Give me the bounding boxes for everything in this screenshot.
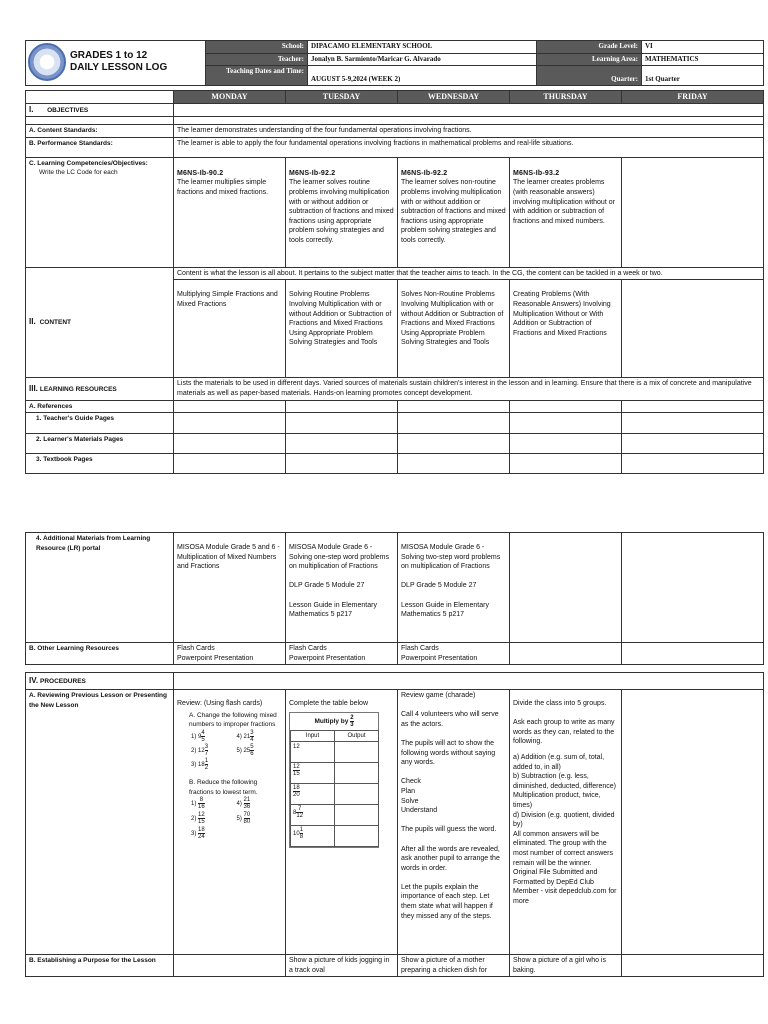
mixed-number-item: 3) 18 $\frac{1}{2}$ (191, 757, 209, 771)
additional-materials-label: 4. Additional Materials from Learning Resource (LR) portal (26, 533, 174, 643)
content-text: Solves Non-Routine Problems Involving Multiplication with or without Addition or Subtraction of Fractions and Mixed Fractions Using Appropriate Problem Solving Strategies and Tools (401, 291, 504, 347)
references-label: A. References (26, 400, 174, 413)
additional-thursday (510, 533, 622, 643)
lesson-table-page2 (25, 532, 764, 665)
procedures-header (26, 673, 174, 690)
textbook-pages-label: 3. Textbook Pages (26, 454, 174, 474)
multiply-table-box (289, 712, 379, 848)
multiply-table-row (291, 741, 379, 762)
other-friday (622, 643, 764, 665)
review-friday (622, 690, 764, 955)
purpose-thursday: Show a picture of a girl who is baking. (510, 955, 622, 977)
review-monday (174, 690, 286, 955)
fraction-item: 2) $\frac{12}{15}$ (191, 812, 205, 826)
grade-value: VI (642, 41, 764, 54)
learning-competencies-label (26, 157, 174, 267)
input-cell: 10 $\frac{1}{8}$ (291, 825, 335, 846)
objectives-num: I. (29, 104, 34, 114)
objectives-blank (174, 103, 764, 117)
fraction-item: 3) $\frac{18}{24}$ (191, 827, 205, 841)
dates-label: Teaching Dates and Time: (206, 66, 308, 86)
resources-label: LEARNING RESOURCES (39, 385, 117, 393)
fraction: $\frac{7}{12}$ (296, 805, 304, 819)
monday-review-intro: Review: (Using flash cards) (177, 700, 263, 707)
fraction: $\frac{18}{24}$ (198, 827, 205, 841)
objectives-label: OBJECTIVES (47, 106, 89, 114)
fraction: $\frac{18}{20}$ (293, 784, 300, 798)
resources-note: Lists the materials to be used in different days. Varied sources of materials sustain children's interest in the lesson and in learning. Ensure that there is a mix of concrete and manipulative materials as well as paper-based materials. Hands-on learning promotes concept development. (174, 378, 764, 400)
thursday-outro: All common answers will be eliminated. The group with the most number of correct answers remain will be the winner. Original File Submitted and Formatted by DepEd Club Member - visit depedclub.com for more (513, 830, 617, 905)
additional-text: MISOSA Module Grade 6 - Solving one-step word problems on multiplication of Fractions DLP Grade 5 Module 27 Lesson Guide in Elementary Mathematics 5 p217 (289, 544, 389, 619)
additional-tuesday (286, 533, 398, 643)
content-label: CONTENT (39, 319, 71, 327)
day-thursday: THURSDAY (510, 91, 622, 104)
grade-label: Grade Level: (537, 41, 642, 54)
lc-thursday (510, 157, 622, 267)
thursday-list-item: d) Division (e.g. quotient, divided by) (513, 811, 615, 829)
fraction: $\frac{70}{80}$ (243, 812, 251, 826)
col-input: Input (291, 730, 335, 741)
school-value: DIPACAMO ELEMENTARY SCHOOL (308, 41, 537, 54)
establishing-purpose-label: B. Establishing a Purpose for the Lesson (26, 955, 174, 977)
content-tuesday (286, 280, 398, 378)
quarter-value: 1st Quarter (642, 66, 764, 86)
other-wednesday: Flash Cards Powerpoint Presentation (398, 643, 510, 665)
school-label: School: (206, 41, 308, 54)
thursday-list-item: Multiplication product, twice, times) (513, 792, 601, 809)
purpose-friday (622, 955, 764, 977)
input-cell: 8 $\frac{7}{12}$ (291, 804, 335, 825)
other-thursday (510, 643, 622, 665)
input-cell (291, 762, 335, 783)
mixed-number-item: 2) 12 $\frac{3}{7}$ (191, 743, 209, 757)
monday-b-title: B. Reduce the following fractions to lowest term. (189, 779, 258, 796)
procedures-blank (174, 673, 764, 690)
lc-code: M6NS-Ib-92.2 (289, 169, 336, 177)
lc-text: The learner multiplies simple fractions and mixed fractions. (177, 179, 269, 196)
multiply-table (290, 730, 379, 847)
lesson-table-page1 (25, 90, 764, 474)
fraction: $\frac{21}{36}$ (243, 797, 251, 811)
lc-code: M6NS-Ib-92.2 (401, 169, 448, 177)
content-thursday (510, 280, 622, 378)
purpose-monday (174, 955, 286, 977)
fraction: $\frac{5}{6}$ (250, 743, 254, 757)
lc-code: M6NS-Ib-93.2 (513, 169, 560, 177)
review-wednesday: Review game (charade) Call 4 volunteers who will serve as the actors. The pupils will act to show the following words without saying any words. Check Plan Solve Understand The pupils will guess the word. After all the words are revealed, ask another pupil to arrange the words in order. Let the pupils explain the importance of each step. Let them state what will happen if they missed any of the steps. (398, 690, 510, 955)
multiply-fraction (350, 715, 353, 728)
mixed-number-item: 5) 25 $\frac{5}{6}$ (236, 743, 254, 757)
fraction: $\frac{8}{16}$ (198, 797, 205, 811)
fraction: $\frac{1}{8}$ (299, 826, 304, 840)
lc-friday (622, 157, 764, 267)
mixed-number-item: 1) 9 $\frac{4}{5}$ (191, 729, 205, 743)
purpose-tuesday: Show a picture of kids jogging in a track oval (286, 955, 398, 977)
multiply-title-text: Multiply by (314, 717, 349, 725)
review-tuesday (286, 690, 398, 955)
header-logo-cell (26, 41, 206, 86)
review-thursday (510, 690, 622, 955)
col-output: Output (335, 730, 379, 741)
procedures-table (25, 672, 764, 977)
fraction-item: 5) $\frac{70}{80}$ (236, 812, 251, 826)
performance-standards-text: The learner is able to apply the four fundamental operations involving fractions in mathematical problems and real-life situations. (174, 137, 764, 157)
additional-text: MISOSA Module Grade 6 - Solving two-step word problems on multiplication of Fractions DLP Grade 5 Module 27 Lesson Guide in Elementary Mathematics 5 p217 (401, 544, 501, 619)
lc-wednesday (398, 157, 510, 267)
other-monday: Flash Cards Powerpoint Presentation (174, 643, 286, 665)
purpose-wednesday: Show a picture of a mother preparing a chicken dish for (398, 955, 510, 977)
objectives-header (26, 103, 174, 117)
dates-value: AUGUST 5-9,2024 (WEEK 2) (308, 66, 537, 86)
additional-monday (174, 533, 286, 643)
monday-a-title: A. Change the following mixed numbers to improper fractions (189, 711, 277, 729)
multiply-table-row (291, 825, 379, 846)
content-standards-label: A. Content Standards: (26, 125, 174, 138)
fraction: $\frac{12}{15}$ (198, 812, 205, 826)
fraction: $\frac{12}{15}$ (293, 763, 300, 777)
lc-text: The learner solves routine problems involving multiplication with or without addition or subtraction of fractions and mixed fractions using appropriate problem solving strategies and tools correctly. (289, 179, 394, 244)
output-cell (335, 762, 379, 783)
content-standards-text: The learner demonstrates understanding of the four fundamental operations involving fractions. (174, 125, 764, 138)
output-cell (335, 804, 379, 825)
multiply-table-row (291, 783, 379, 804)
fraction: $\frac{4}{5}$ (201, 729, 205, 743)
content-monday (174, 280, 286, 378)
monday-b-list (177, 797, 282, 842)
mult-den: 3 (350, 721, 354, 728)
title-line-1: GRADES 1 to 12 (70, 50, 148, 61)
area-label: Learning Area: (537, 53, 642, 66)
lc-label: C. Learning Competencies/Objectives: (29, 159, 148, 167)
lc-monday (174, 157, 286, 267)
additional-wednesday (398, 533, 510, 643)
title-line-2: DAILY LESSON LOG (70, 62, 168, 73)
day-wednesday: WEDNESDAY (398, 91, 510, 104)
multiply-table-row (291, 804, 379, 825)
lc-sub: Write the LC Code for each (39, 169, 118, 177)
lc-code: M6NS-Ib-90.2 (177, 169, 224, 177)
content-num: II. (29, 317, 36, 327)
content-text: Multiplying Simple Fractions and Mixed Fractions (177, 291, 278, 308)
header-table (25, 40, 764, 86)
mult-num: 2 (350, 714, 354, 721)
thursday-list-item: b) Subtraction (e.g. less, diminished, deducted, difference) (513, 773, 616, 790)
deped-seal-logo (28, 43, 66, 81)
content-text: Creating Problems (With Reasonable Answers) Involving Multiplication Without or With Addition or Subtraction of Fractions and Mixed Fractions (513, 291, 611, 337)
other-tuesday: Flash Cards Powerpoint Presentation (286, 643, 398, 665)
quarter-label: Quarter: (537, 66, 642, 86)
teachers-guide-label: 1. Teacher's Guide Pages (26, 413, 174, 434)
monday-a-list (177, 730, 282, 772)
fraction: $\frac{1}{2}$ (204, 757, 209, 771)
content-friday (622, 280, 764, 378)
multiply-title (290, 713, 378, 730)
day-monday: MONDAY (174, 91, 286, 104)
teacher-value: Jonalyn B. Sarmiento/Maricar G. Alvarado (308, 53, 537, 66)
mixed-number-item: 4) 21 $\frac{3}{4}$ (236, 729, 254, 743)
teacher-label: Teacher: (206, 53, 308, 66)
tuesday-review-intro: Complete the table below (289, 700, 368, 707)
content-wednesday (398, 280, 510, 378)
fraction-item: 4) $\frac{21}{36}$ (236, 797, 251, 811)
content-note: Content is what the lesson is all about. It pertains to the subject matter that the teacher aims to teach. In the CG, the content can be tackled in a week or two. (174, 267, 764, 280)
reviewing-lesson-label: A. Reviewing Previous Lesson or Presenting the New Lesson (26, 690, 174, 955)
thursday-list-item: a) Addition (e.g. sum of, total, added to, in all) (513, 753, 605, 771)
lc-text: The learner solves non-routine problems involving multiplication with or without addition or subtraction of fractions and mixed fractions using appropriate problem solving strategies and tools correctly. (401, 179, 506, 244)
fraction: $\frac{3}{7}$ (204, 743, 209, 757)
content-header (26, 267, 174, 378)
day-tuesday: TUESDAY (286, 91, 398, 104)
output-cell (335, 825, 379, 846)
input-cell (291, 783, 335, 804)
resources-num: III. (29, 383, 38, 393)
thursday-intro: Divide the class into 5 groups. Ask each group to write as many words as they can, related to the following. (513, 700, 615, 746)
lc-text: The learner creates problems (with reasonable answers) involving multiplication without or with addition or subtraction of fractions and mixed numbers. (513, 179, 615, 225)
lc-tuesday (286, 157, 398, 267)
learners-materials-label: 2. Learner's Materials Pages (26, 434, 174, 454)
content-text: Solving Routine Problems Involving Multiplication with or without Addition or Subtraction of Fractions and Mixed Fractions Using Appropriate Problem Solving Strategies and Tools (289, 291, 392, 347)
fraction-item: 1) $\frac{8}{16}$ (191, 797, 205, 811)
additional-friday (622, 533, 764, 643)
multiply-table-row (291, 762, 379, 783)
procedures-label: PROCEDURES (40, 677, 86, 685)
output-cell (335, 741, 379, 762)
resources-header (26, 378, 174, 400)
procedures-num: IV. (29, 675, 39, 685)
other-resources-label: B. Other Learning Resources (26, 643, 174, 665)
additional-text: MISOSA Module Grade 5 and 6 - Multiplication of Mixed Numbers and Fractions (177, 544, 280, 571)
area-value: MATHEMATICS (642, 53, 764, 66)
output-cell (335, 783, 379, 804)
performance-standards-label: B. Performance Standards: (26, 137, 174, 157)
fraction: $\frac{3}{4}$ (250, 729, 254, 743)
input-cell: 12 (291, 741, 335, 762)
corner-cell (26, 91, 174, 104)
day-friday: FRIDAY (622, 91, 764, 104)
